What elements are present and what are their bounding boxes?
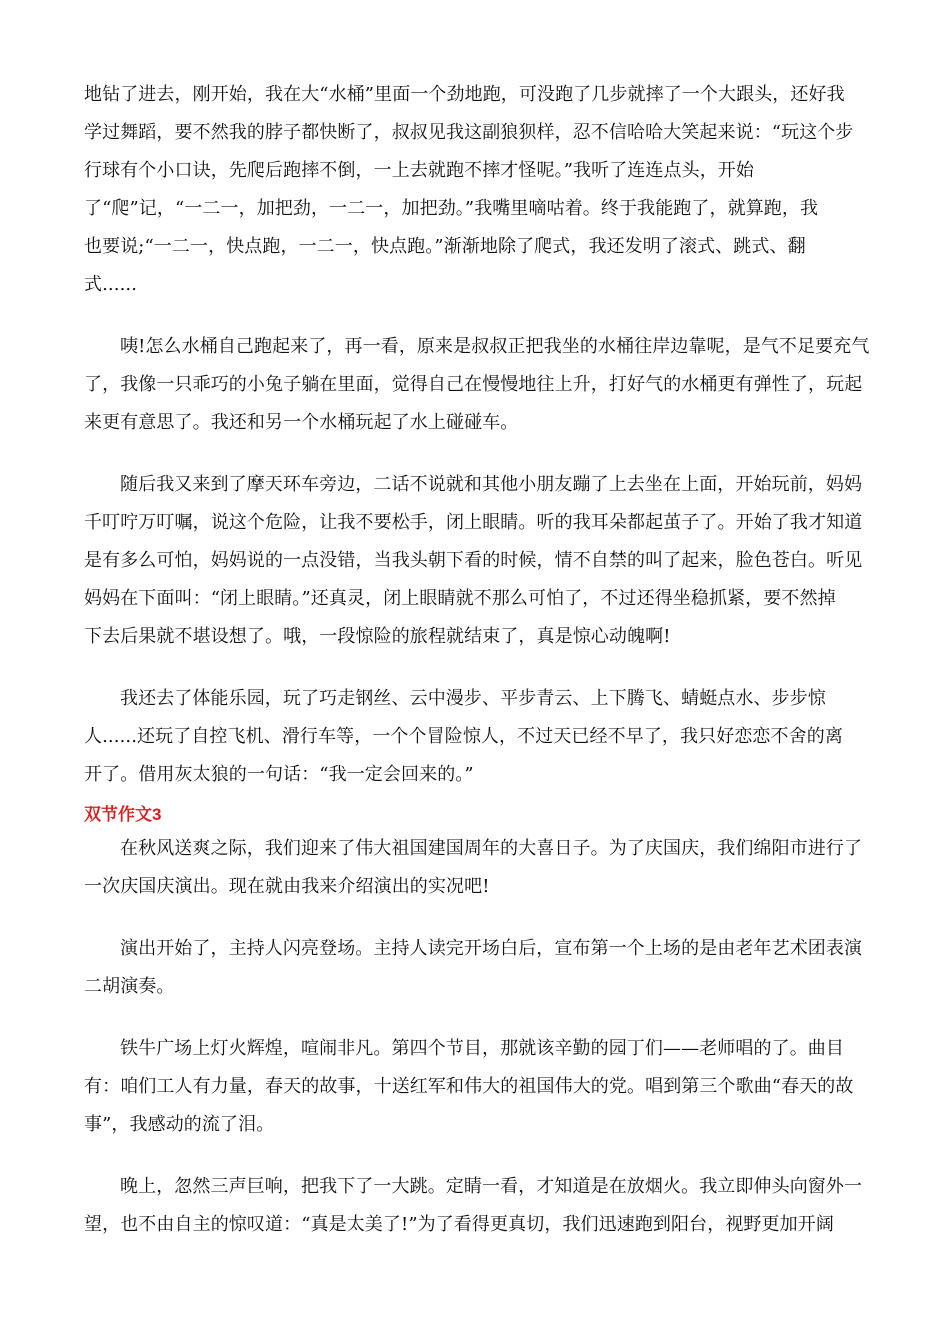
text-line: 铁牛广场上灯火辉煌，喧闹非凡。第四个节目，那就该辛勤的园丁们——老师唱的了。曲目 [120, 1038, 844, 1059]
paragraph-4 [84, 680, 869, 794]
text-line: 我还去了体能乐园，玩了巧走钢丝、云中漫步、平步青云、上下腾飞、蜻蜓点水、步步惊 [120, 688, 826, 709]
text-line: 二胡演奏。 [84, 976, 175, 997]
paragraph-7 [84, 1030, 869, 1144]
document-page [84, 76, 869, 1244]
text-line: 事”，我感动的流了泪。 [84, 1114, 275, 1135]
text-line: 有：咱们工人有力量，春天的故事，十送红军和伟大的祖国伟大的党。唱到第三个歌曲“春天的故 [84, 1076, 854, 1097]
text-line: 式...... [84, 274, 138, 295]
text-line: 也要说;“一二一，快点跑，一二一，快点跑。”渐渐地除了爬式，我还发明了滚式、跳式、翻 [84, 236, 806, 257]
text-line: 了，我像一只乖巧的小兔子躺在里面，觉得自己在慢慢地往上升，打好气的水桶更有弹性了，玩起 [84, 374, 863, 395]
text-line: 妈妈在下面叫：“闭上眼睛。”还真灵，闭上眼睛就不那么可怕了，不过还得坐稳抓紧，要不然掉 [84, 588, 836, 609]
text-line: 了“爬”记，“一二一，加把劲，一二一，加把劲。”我嘴里嘀咕着。终于我能跑了，就算跑，我 [84, 198, 819, 219]
text-line: 随后我又来到了摩天环车旁边，二话不说就和其他小朋友蹦了上去坐在上面，开始玩前，妈妈 [120, 474, 863, 495]
text-line: 晚上，忽然三声巨响，把我下了一大跳。定睛一看，才知道是在放烟火。我立即伸头向窗外一 [120, 1176, 863, 1197]
section-heading: 双节作文3 [84, 805, 162, 824]
paragraph-8 [84, 1168, 869, 1244]
text-line: 人......还玩了自控飞机、滑行车等，一个个冒险惊人，不过天已经不早了，我只好恋恋不舍的离 [84, 726, 843, 747]
text-line: 望，也不由自主的惊叹道：“真是太美了!”为了看得更真切，我们迅速跑到阳台，视野更加开阔 [84, 1214, 834, 1235]
text-line: 地钻了进去，刚开始，我在大“水桶”里面一个劲地跑，可没跑了几步就摔了一个大跟头，还好我 [84, 84, 845, 105]
paragraph-1 [84, 76, 869, 304]
text-line: 下去后果就不堪设想了。哦，一段惊险的旅程就结束了，真是惊心动魄啊! [84, 626, 671, 647]
text-line: 是有多么可怕，妈妈说的一点没错，当我头朝下看的时候，情不自禁的叫了起来，脸色苍白。听见 [84, 550, 863, 571]
text-line: 来更有意思了。我还和另一个水桶玩起了水上碰碰车。 [84, 412, 519, 433]
paragraph-2 [84, 328, 869, 442]
text-line: 开了。借用灰太狼的一句话：“我一定会回来的。” [84, 764, 474, 785]
text-line: 千叮咛万叮嘱，说这个危险，让我不要松手，闭上眼睛。听的我耳朵都起茧子了。开始了我才知道 [84, 512, 863, 533]
paragraph-3 [84, 466, 869, 656]
text-line: 演出开始了，主持人闪亮登场。主持人读完开场白后，宣布第一个上场的是由老年艺术团表演 [120, 938, 863, 959]
paragraph-6 [84, 930, 869, 1006]
text-line: 咦!怎么水桶自己跑起来了，再一看，原来是叔叔正把我坐的水桶往岸边靠呢，是气不足要充气 [120, 336, 870, 357]
text-line: 在秋风送爽之际，我们迎来了伟大祖国建国周年的大喜日子。为了庆国庆，我们绵阳市进行了 [120, 838, 863, 859]
text-line: 一次庆国庆演出。现在就由我来介绍演出的实况吧! [84, 876, 490, 897]
paragraph-5 [84, 830, 869, 906]
text-line: 行球有个小口诀，先爬后跑摔不倒，一上去就跑不摔才怪呢。”我听了连连点头，开始 [84, 160, 754, 181]
text-line: 学过舞蹈，要不然我的脖子都快断了，叔叔见我这副狼狈样，忍不信哈哈大笑起来说：“玩这个步 [84, 122, 854, 143]
